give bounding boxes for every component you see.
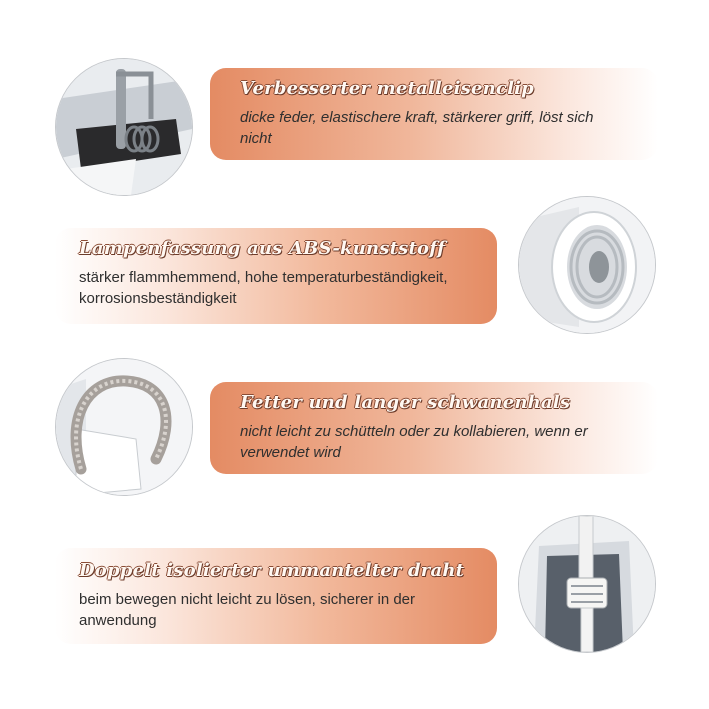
feature-card-gooseneck	[210, 382, 658, 474]
feature-card-lamp-socket	[55, 228, 497, 324]
feature-card-insulated-wire	[55, 548, 497, 644]
feature-description: nicht leicht zu schütteln oder zu kollabieren, wenn er verwendet wird	[240, 423, 588, 461]
feature-title: Verbesserter metalleisenclip	[240, 78, 534, 99]
feature-description: beim bewegen nicht leicht zu lösen, sicherer in der anwendung	[79, 591, 416, 629]
feature-title: Doppelt isolierter ummantelter draht	[79, 560, 465, 581]
lamp-socket-image	[518, 196, 656, 334]
feature-description: stärker flammhemmend, hohe temperaturbeständigkeit, korrosionsbeständigkeit	[79, 269, 448, 307]
gooseneck-image	[55, 358, 193, 496]
feature-card-metal-clip	[210, 68, 658, 160]
feature-description: dicke feder, elastischere kraft, stärkerer griff, löst sich nicht	[240, 109, 594, 147]
feature-title: Fetter und langer schwanenhals	[240, 392, 571, 413]
metal-clip-image	[55, 58, 193, 196]
insulated-wire-image	[518, 515, 656, 653]
feature-title: Lampenfassung aus ABS-kunststoff	[79, 238, 446, 259]
